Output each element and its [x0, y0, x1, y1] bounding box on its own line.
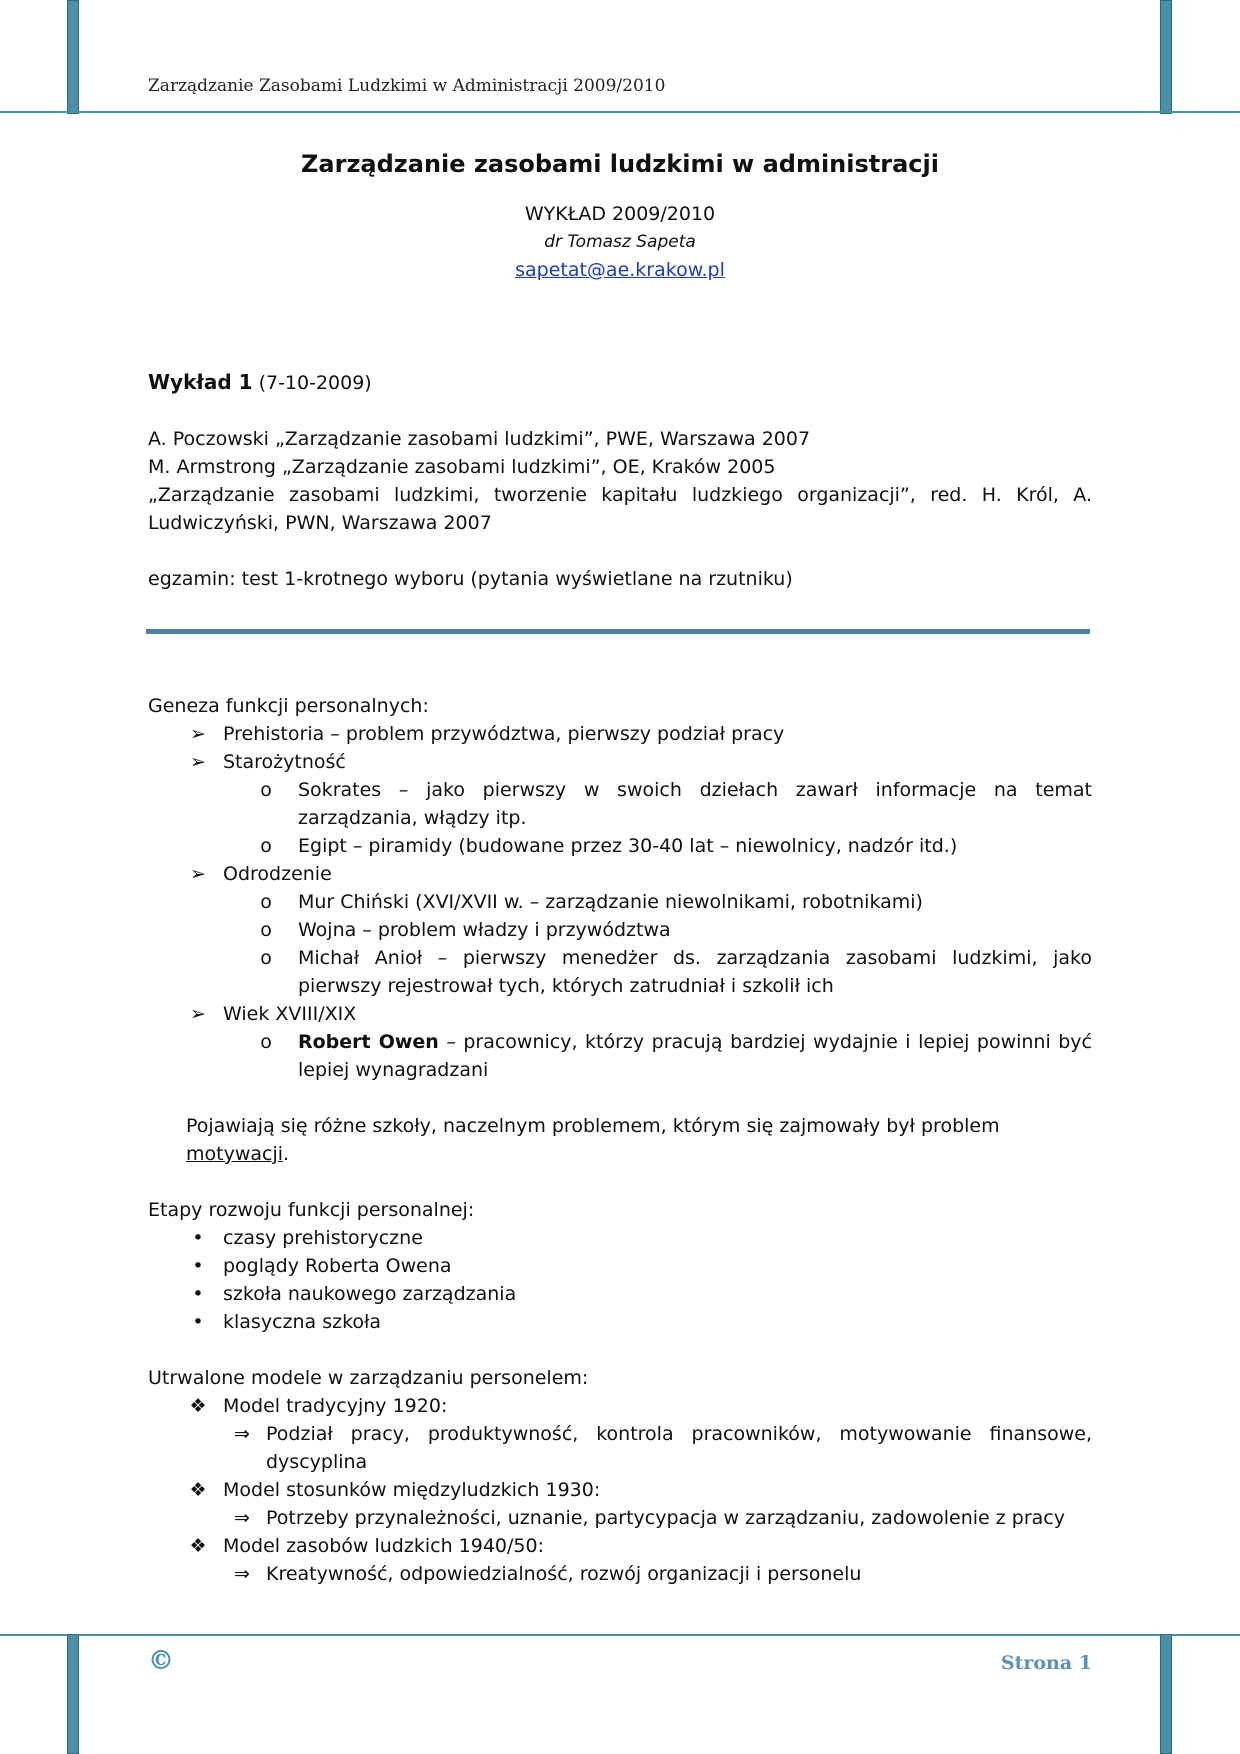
schools-paragraph: Pojawiają się różne szkoły, naczelnym problemem, którym się zajmowały był problem motywacji. — [186, 1115, 1000, 1165]
lecture-heading — [148, 368, 1092, 397]
list-item: ➢ Starożytność — [148, 748, 1092, 776]
circle-bullet-icon: o — [260, 947, 272, 969]
sub-list-item: o Mur Chiński (XVI/XVII w. – zarządzanie niewolnikami, robotnikami) — [148, 888, 1092, 916]
list-item: ❖ Model tradycyjny 1920: — [148, 1392, 1092, 1420]
stages-heading: Etapy rozwoju funkcji personalnej: — [148, 1199, 475, 1221]
lecture-series: WYKŁAD 2009/2010 — [524, 203, 716, 225]
list-item: • czasy prehistoryczne — [148, 1224, 1092, 1252]
circle-bullet-icon: o — [260, 835, 272, 857]
owen-name: Robert Owen — [298, 1031, 439, 1053]
arrow-bullet-icon: ➢ — [190, 723, 206, 745]
list-item: • szkoła naukowego zarządzania — [148, 1280, 1092, 1308]
exam-info: egzamin: test 1-krotnego wyboru (pytania wyświetlane na rzutniku) — [148, 568, 793, 590]
genesis-list — [148, 720, 1092, 1084]
footer-left-bar — [67, 1634, 79, 1754]
round-bullet-icon: • — [192, 1311, 204, 1333]
page-number: Strona 1 — [1000, 1652, 1092, 1674]
arrow-bullet-icon: ➢ — [190, 751, 206, 773]
models-heading: Utrwalone modele w zarządzaniu personelem: — [148, 1367, 589, 1389]
header-rule — [0, 111, 1240, 113]
header-left-bar — [67, 0, 79, 114]
circle-bullet-icon: o — [260, 779, 272, 801]
author-email-link[interactable]: sapetat@ae.krakow.pl — [515, 259, 725, 281]
sub-list-item: o Wojna – problem władzy i przywództwa — [148, 916, 1092, 944]
sub-list-item: o Egipt – piramidy (budowane przez 30-40 lat – niewolnicy, nadzór itd.) — [148, 832, 1092, 860]
sub-list-item: ⇒ Kreatywność, odpowiedzialność, rozwój organizacji i personelu — [148, 1560, 1092, 1588]
list-item: • klasyczna szkoła — [148, 1308, 1092, 1336]
round-bullet-icon: • — [192, 1255, 204, 1277]
lecture-date: (7-10-2009) — [258, 372, 372, 394]
diamond-bullet-icon: ❖ — [189, 1395, 207, 1417]
bibliography-item-1: A. Poczowski „Zarządzanie zasobami ludzkimi”, PWE, Warszawa 2007 — [148, 428, 811, 450]
sub-list-item: o Michał Anioł – pierwszy menedżer ds. zarządzania zasobami ludzkimi, jako pierwszy rejestrował tych, których zatrudniał i szkolił ich — [148, 944, 1092, 1000]
diamond-bullet-icon: ❖ — [189, 1479, 207, 1501]
genesis-heading: Geneza funkcji personalnych: — [148, 695, 429, 717]
section-divider — [146, 629, 1090, 634]
sub-list-item: o Sokrates – jako pierwszy w swoich dziełach zawarł informacje na temat zarządzania, włądzy itp. — [148, 776, 1092, 832]
diamond-bullet-icon: ❖ — [189, 1535, 207, 1557]
sub-list-item: o Robert Owen – pracownicy, którzy pracują bardziej wydajnie i lepiej powinni być lepiej wynagradzani — [148, 1028, 1092, 1084]
motivation-term: motywacji — [186, 1143, 284, 1165]
bibliography-item-2: M. Armstrong „Zarządzanie zasobami ludzkimi”, OE, Kraków 2005 — [148, 456, 776, 478]
running-header: Zarządzanie Zasobami Ludzkimi w Administracji 2009/2010 — [148, 76, 666, 96]
implies-arrow-icon: ⇒ — [234, 1423, 250, 1445]
list-item: ➢ Odrodzenie — [148, 860, 1092, 888]
footer-rule — [0, 1634, 1240, 1636]
list-item: ➢ Prehistoria – problem przywództwa, pierwszy podział pracy — [148, 720, 1092, 748]
list-item: ❖ Model zasobów ludzkich 1940/50: — [148, 1532, 1092, 1560]
sub-list-item: ⇒ Potrzeby przynależności, uznanie, partycypacja w zarządzaniu, zadowolenie z pracy — [148, 1504, 1092, 1532]
header-right-bar — [1160, 0, 1172, 114]
round-bullet-icon: • — [192, 1227, 204, 1249]
models-list — [148, 1392, 1092, 1588]
circle-bullet-icon: o — [260, 891, 272, 913]
page-content — [148, 150, 1092, 1588]
bibliography-item-3: „Zarządzanie zasobami ludzkimi, tworzenie kapitału ludzkiego organizacji”, red. H. Król, A. Ludwiczyński, PWN, Warszawa 2007 — [148, 484, 1092, 534]
author: dr Tomasz Sapeta — [544, 232, 696, 252]
circle-bullet-icon: o — [260, 919, 272, 941]
circle-bullet-icon: o — [260, 1031, 272, 1053]
round-bullet-icon: • — [192, 1283, 204, 1305]
list-item: ❖ Model stosunków międzyludzkich 1930: — [148, 1476, 1092, 1504]
stages-list — [148, 1224, 1092, 1336]
implies-arrow-icon: ⇒ — [234, 1563, 250, 1585]
footer-right-bar — [1160, 1634, 1172, 1754]
lecture-label: Wykład 1 — [148, 370, 253, 394]
implies-arrow-icon: ⇒ — [234, 1507, 250, 1529]
list-item: • poglądy Roberta Owena — [148, 1252, 1092, 1280]
sub-list-item: ⇒ Podział pracy, produktywność, kontrola pracowników, motywowanie finansowe, dyscyplina — [148, 1420, 1092, 1476]
arrow-bullet-icon: ➢ — [190, 1003, 206, 1025]
copyright-icon: © — [148, 1646, 174, 1676]
document-title: Zarządzanie zasobami ludzkimi w administracji — [301, 150, 939, 178]
arrow-bullet-icon: ➢ — [190, 863, 206, 885]
list-item: ➢ Wiek XVIII/XIX — [148, 1000, 1092, 1028]
